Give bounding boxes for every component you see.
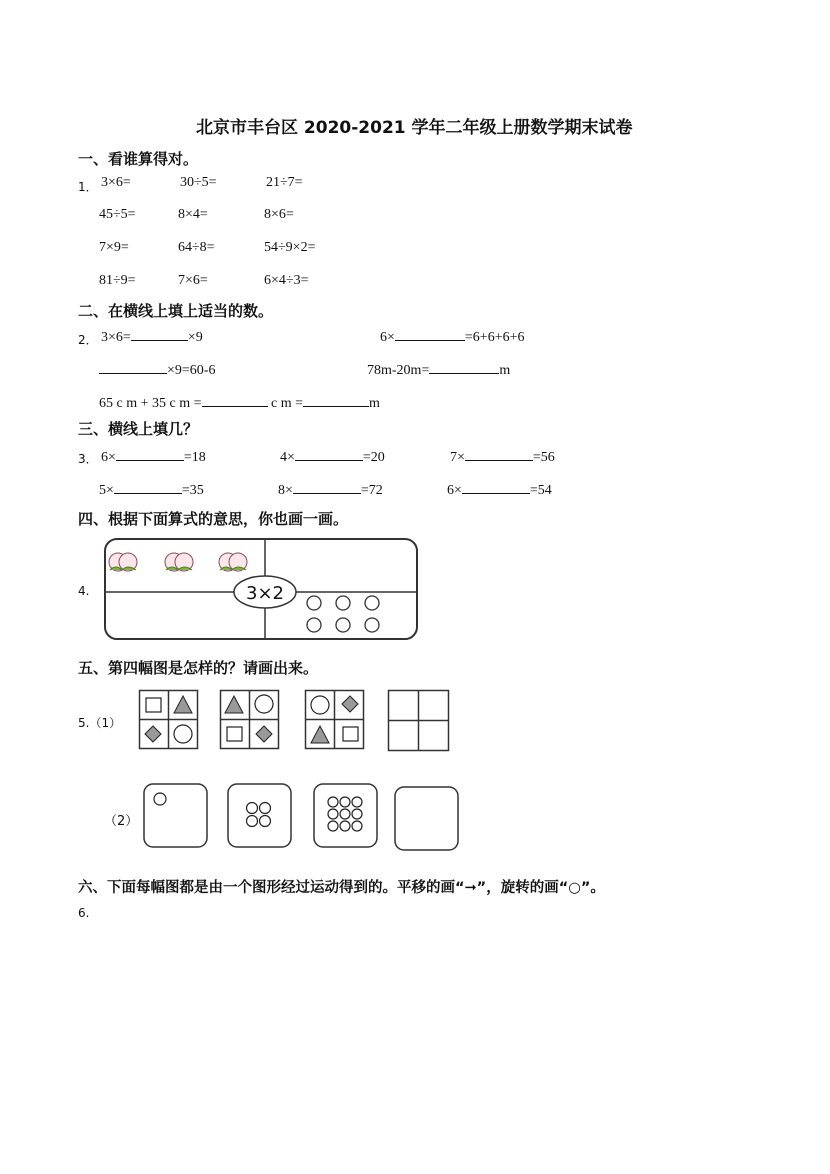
answer-blank[interactable] — [202, 393, 268, 407]
circle-icon — [174, 725, 192, 743]
exercise-left: 7× — [450, 450, 465, 465]
question-number: 5.（1） — [78, 716, 122, 730]
dot-box-1 — [143, 783, 209, 849]
section-1-heading: 一、看谁算得对。 — [78, 150, 199, 168]
pattern-grid-3 — [305, 690, 365, 750]
answer-blank[interactable] — [465, 447, 533, 461]
exercise-right: =18 — [183, 450, 206, 465]
peach-group-icon — [109, 553, 247, 571]
exercise-left: 6× — [101, 450, 116, 465]
exercise-left: 3×6= — [101, 330, 131, 345]
exercise: 8×6= — [264, 207, 294, 222]
triangle-icon — [225, 696, 243, 713]
answer-blank[interactable] — [116, 447, 184, 461]
answer-blank[interactable] — [99, 360, 167, 374]
fill-blank-exercise — [280, 447, 385, 466]
section-6-heading: 六、下面每幅图都是由一个图形经过运动得到的。平移的画“➞”，旋转的画“○”。 — [78, 880, 605, 896]
fill-blank-exercise — [367, 360, 510, 379]
section-4-heading: 四、根据下面算式的意思，你也画一画。 — [78, 510, 349, 528]
question-number: 2． — [78, 333, 98, 347]
exercise: 30÷5= — [180, 175, 217, 190]
fill-blank-exercise — [99, 393, 380, 412]
fill-blank-exercise — [101, 327, 203, 346]
circle-icon — [255, 695, 273, 713]
exercise-left: 4× — [280, 450, 295, 465]
fill-blank-exercise — [450, 447, 555, 466]
question-number: 6. — [78, 906, 90, 920]
exercise-left: 5× — [99, 483, 114, 498]
exercise-right: =20 — [362, 450, 385, 465]
pattern-grid-answer[interactable] — [388, 690, 450, 752]
exercise-right: m — [369, 396, 380, 411]
section-3-heading: 三、横线上填几？ — [78, 420, 199, 438]
page-title: 北京市丰台区 2020-2021 学年二年级上册数学期末试卷 — [196, 118, 633, 138]
dot-icon — [328, 797, 362, 831]
exercise-left: 6× — [447, 483, 462, 498]
fill-blank-exercise — [99, 480, 204, 499]
question-number: 1． — [78, 180, 98, 194]
answer-blank[interactable] — [462, 480, 530, 494]
answer-blank[interactable] — [293, 480, 361, 494]
exercise: 64÷8= — [178, 240, 215, 255]
diamond-icon — [256, 726, 272, 742]
exercise: 7×6= — [178, 273, 208, 288]
exercise-right: m — [499, 363, 511, 378]
exercise-right: ×9 — [187, 330, 203, 345]
answer-blank[interactable] — [114, 480, 182, 494]
exercise-left: 8× — [278, 483, 293, 498]
circle-group-icon — [307, 596, 379, 632]
diamond-icon — [342, 696, 358, 712]
exercise: 8×4= — [178, 207, 208, 222]
fill-blank-exercise — [101, 447, 206, 466]
exercise: 54÷9×2= — [264, 240, 316, 255]
exercise: 6×4÷3= — [264, 273, 309, 288]
dot-icon — [154, 793, 166, 805]
dot-box-3 — [313, 783, 379, 849]
dot-icon — [247, 803, 271, 827]
exercise-left: 65 c m + 35 c m = — [99, 396, 202, 411]
answer-blank[interactable] — [131, 327, 188, 341]
fill-blank-exercise — [380, 327, 525, 346]
pattern-grid-2 — [220, 690, 280, 750]
drawing-frame — [104, 538, 419, 641]
section-5-heading: 五、第四幅图是怎样的？请画出来。 — [78, 659, 319, 677]
exercise-right: =54 — [529, 483, 552, 498]
pattern-grid-1 — [139, 690, 199, 750]
exercise: 7×9= — [99, 240, 129, 255]
fill-blank-exercise — [99, 360, 215, 379]
exercise: 21÷7= — [266, 175, 303, 190]
question-number: 3． — [78, 452, 98, 466]
triangle-icon — [174, 696, 192, 713]
exercise-right: =35 — [181, 483, 204, 498]
exercise: 81÷9= — [99, 273, 136, 288]
fill-blank-exercise — [447, 480, 552, 499]
exercise-middle: c m = — [267, 396, 303, 411]
sub-question-number: （2） — [104, 814, 139, 829]
fill-blank-exercise — [278, 480, 383, 499]
exercise: 3×6= — [101, 175, 131, 190]
diamond-icon — [145, 726, 161, 742]
exercise-right: =56 — [532, 450, 555, 465]
exercise-left: 6× — [380, 330, 395, 345]
dot-box-2 — [227, 783, 293, 849]
circle-icon — [311, 696, 329, 714]
exercise: 45÷5= — [99, 207, 136, 222]
expression-text: 3×2 — [246, 583, 284, 604]
answer-blank[interactable] — [303, 393, 369, 407]
exercise-left: 78m-20m= — [367, 363, 430, 378]
answer-blank[interactable] — [429, 360, 499, 374]
square-icon — [343, 727, 358, 741]
square-icon — [227, 727, 242, 741]
square-icon — [146, 698, 161, 712]
question-number: 4. — [78, 584, 90, 598]
answer-blank[interactable] — [395, 327, 465, 341]
section-2-heading: 二、在横线上填上适当的数。 — [78, 302, 274, 320]
dot-box-answer[interactable] — [394, 786, 460, 852]
exercise-right: =6+6+6+6 — [464, 330, 525, 345]
exercise-right: ×9=60-6 — [167, 363, 216, 378]
triangle-icon — [311, 726, 329, 743]
exercise-right: =72 — [360, 483, 383, 498]
answer-blank[interactable] — [295, 447, 363, 461]
